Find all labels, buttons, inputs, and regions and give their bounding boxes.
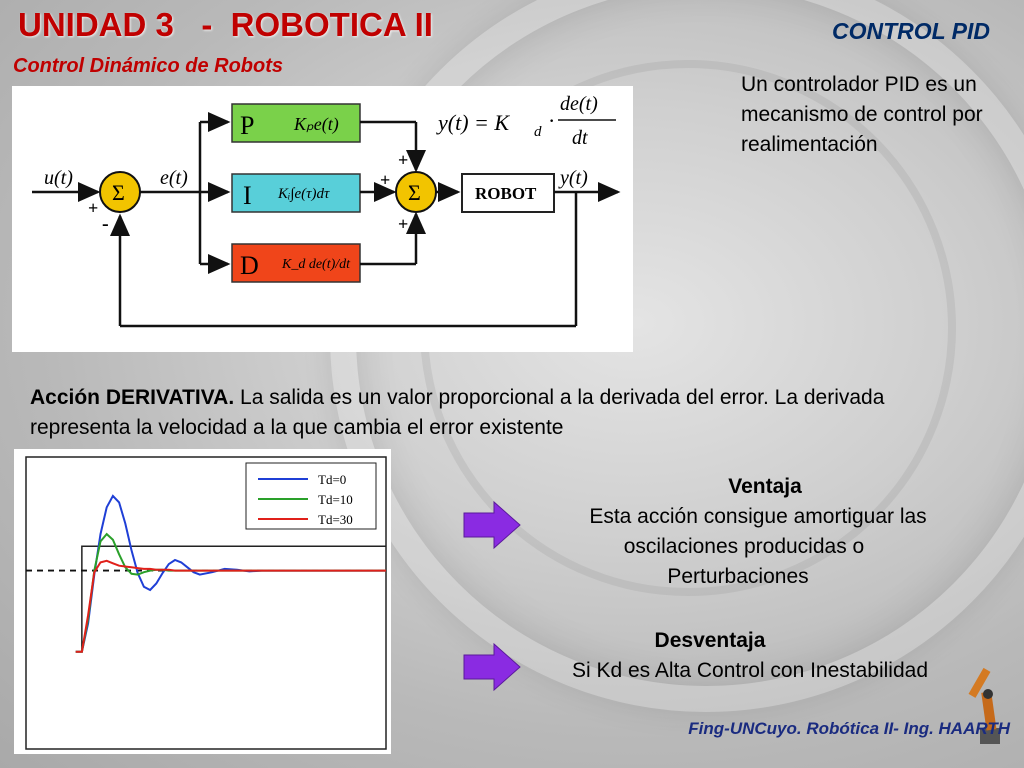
sum1-symbol: Σ: [112, 180, 125, 205]
advantage-line-2: oscilaciones producidas o: [623, 535, 865, 558]
advantage-line-1: Esta acción consigue amortiguar las: [589, 505, 927, 528]
disadvantage-heading: Desventaja: [654, 629, 766, 652]
disadvantage-text: Si Kd es Alta Control con Inestabilidad: [571, 659, 929, 682]
advantage-heading: Ventaja: [728, 475, 802, 498]
equation-subscript: d: [534, 124, 542, 140]
sum1-minus: -: [102, 213, 109, 235]
d-letter: D: [240, 251, 259, 280]
step-response-chart: [14, 449, 391, 754]
footer-credit: Fing-UNCuyo. Robótica II- Ing. HAARTH: [688, 719, 1010, 738]
intro-text: Un controlador PID es un mecanismo de control por realimentación: [741, 73, 983, 156]
derivative-equation: [436, 93, 616, 149]
p-formula: Kₚe(t): [294, 114, 339, 134]
equation-lhs: y(t) = K: [438, 110, 510, 135]
sum2-plus-top: +: [398, 150, 409, 170]
derivative-heading: Acción DERIVATIVA.: [30, 386, 235, 409]
equation-dot: ·: [548, 108, 556, 133]
i-letter: I: [243, 181, 252, 210]
legend-label: Td=30: [318, 512, 353, 527]
sum1-plus: +: [88, 198, 99, 218]
slide-title: UNIDAD 3 - ROBOTICA II: [18, 6, 433, 43]
legend-label: Td=0: [318, 472, 347, 487]
i-formula: Kᵢ∫e(τ)dτ: [278, 186, 330, 202]
legend-label: Td=10: [318, 492, 353, 507]
derivative-body: La salida es un valor proporcional a la derivada del error. La derivada representa la velocidad a la que cambia el error existente: [30, 386, 885, 439]
disadvantage-block: [540, 626, 960, 686]
pid-block-diagram: [12, 86, 633, 352]
input-label: u(t): [44, 167, 73, 189]
equation-denominator: dt: [572, 127, 588, 149]
output-label: y(t): [560, 167, 588, 189]
advantage-line-3: Perturbaciones: [667, 565, 809, 588]
sum2-plus-bottom: +: [398, 214, 409, 234]
sum2-plus-left: +: [380, 170, 391, 190]
derivative-description: [30, 383, 990, 443]
equation-numerator: de(t): [560, 93, 598, 115]
slide-subtitle: Control Dinámico de Robots: [13, 55, 283, 77]
section-title: CONTROL PID: [831, 18, 990, 44]
p-letter: P: [240, 111, 255, 140]
advantage-block: [540, 472, 1024, 592]
sum2-symbol: Σ: [408, 180, 421, 205]
d-formula: K_d de(t)/dt: [282, 257, 351, 272]
robot-label: ROBOT: [475, 184, 537, 203]
error-label: e(t): [160, 167, 188, 189]
